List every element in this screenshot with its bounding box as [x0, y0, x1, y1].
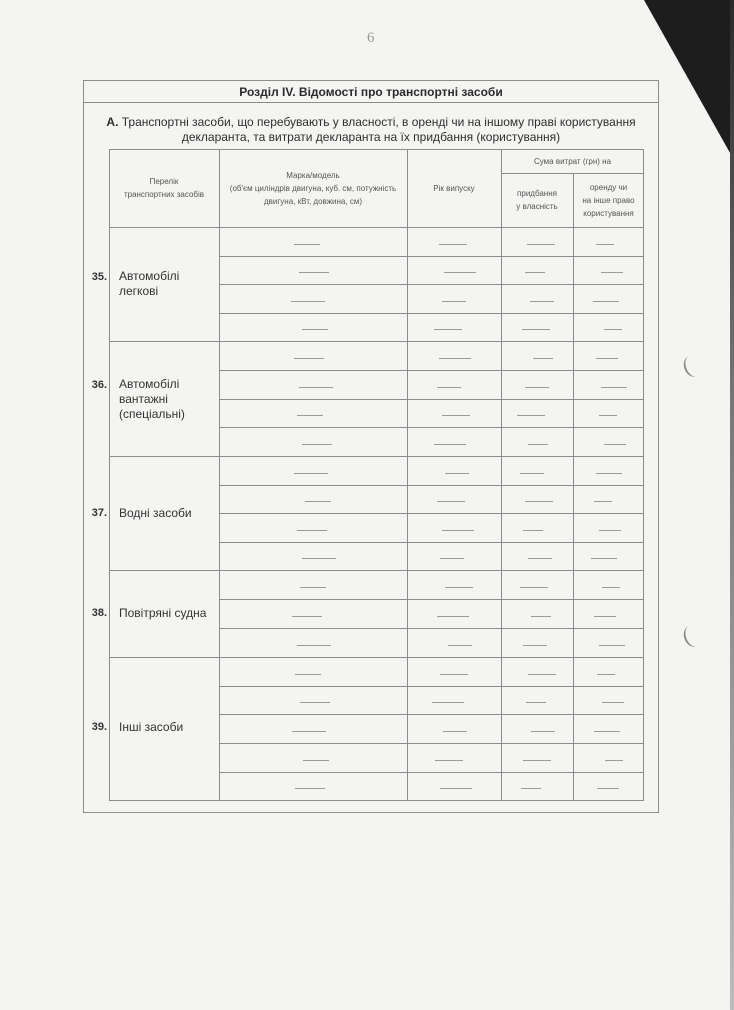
empty-cell-dash	[440, 674, 468, 675]
row-divider	[219, 686, 644, 687]
subtitle-prefix: А.	[106, 115, 119, 129]
header-list-line1: Перелік	[149, 177, 179, 186]
empty-cell-dash	[291, 301, 325, 302]
empty-cell-dash	[530, 301, 554, 302]
empty-cell-dash	[528, 674, 556, 675]
empty-cell-dash	[300, 702, 330, 703]
empty-cell-dash	[302, 444, 332, 445]
category-label-37: Водні засоби	[119, 506, 192, 520]
empty-cell-dash	[594, 501, 612, 502]
empty-cell-dash	[442, 530, 474, 531]
empty-cell-dash	[596, 244, 614, 245]
empty-cell-dash	[602, 702, 624, 703]
empty-cell-dash	[445, 587, 473, 588]
empty-cell-dash	[521, 788, 541, 789]
header-rent	[573, 173, 644, 227]
empty-cell-dash	[523, 645, 547, 646]
table-border-top	[109, 149, 644, 150]
empty-cell-dash	[527, 244, 555, 245]
empty-cell-dash	[597, 788, 619, 789]
empty-cell-dash	[292, 731, 326, 732]
empty-cell-dash	[294, 358, 324, 359]
subtitle-line1: Транспортні засоби, що перебувають у власності, в оренді чи на іншому праві користування	[121, 115, 636, 129]
header-list-line2: транспортних засобів	[123, 190, 205, 199]
empty-cell-dash	[297, 645, 331, 646]
row-divider	[219, 284, 644, 285]
empty-cell-dash	[294, 244, 320, 245]
header-bottom-border	[109, 227, 644, 228]
empty-cell-dash	[437, 501, 465, 502]
header-subdivider	[501, 173, 644, 174]
empty-cell-dash	[302, 329, 328, 330]
table-border-bottom	[109, 800, 644, 801]
vehicles-table	[91, 149, 644, 801]
empty-cell-dash	[302, 558, 336, 559]
header-rent-line1: оренду чи	[589, 182, 628, 192]
page-edge-shadow	[730, 0, 734, 1010]
row-divider	[219, 599, 644, 600]
header-year: Рік випуску	[433, 183, 475, 193]
empty-cell-dash	[434, 329, 462, 330]
category-divider	[109, 570, 644, 571]
empty-cell-dash	[525, 387, 549, 388]
empty-cell-dash	[594, 616, 616, 617]
empty-cell-dash	[295, 788, 325, 789]
header-brand-line1: Марка/модель	[286, 170, 340, 180]
empty-cell-dash	[533, 358, 553, 359]
empty-cell-dash	[517, 415, 545, 416]
empty-cell-dash	[448, 645, 472, 646]
section-subtitle	[84, 115, 658, 145]
empty-cell-dash	[604, 444, 626, 445]
empty-cell-dash	[599, 415, 617, 416]
category-divider	[109, 341, 644, 342]
category-label-36: Автомобілі вантажні (спеціальні)	[119, 377, 185, 421]
row-divider	[219, 542, 644, 543]
row-divider	[219, 743, 644, 744]
empty-cell-dash	[596, 473, 622, 474]
header-purchase-line2: у власність	[516, 202, 558, 211]
empty-cell-dash	[437, 387, 461, 388]
subtitle-line2: декларанта, та витрати декларанта на їх придбання (користування)	[181, 130, 561, 144]
empty-cell-dash	[434, 444, 466, 445]
empty-cell-dash	[299, 387, 333, 388]
category-divider	[109, 657, 644, 658]
empty-cell-dash	[435, 760, 463, 761]
empty-cell-dash	[605, 760, 623, 761]
row-divider	[219, 772, 644, 773]
header-purchase	[501, 173, 573, 227]
row-divider	[219, 370, 644, 371]
column-divider	[407, 149, 408, 801]
page-number: 6	[367, 30, 375, 46]
empty-cell-dash	[528, 444, 548, 445]
empty-cell-dash	[522, 329, 550, 330]
category-number-37: 37.	[91, 507, 107, 519]
category-label-38: Повітряні судна	[119, 606, 207, 620]
empty-cell-dash	[299, 272, 329, 273]
empty-cell-dash	[303, 760, 329, 761]
header-purchase-line1: придбання	[517, 189, 557, 198]
empty-cell-dash	[305, 501, 331, 502]
column-divider	[573, 173, 574, 801]
category-label-39: Інші засоби	[119, 720, 184, 734]
empty-cell-dash	[599, 530, 621, 531]
category-number-35: 35.	[91, 271, 107, 283]
punch-hole-mark	[681, 623, 705, 650]
row-divider	[219, 256, 644, 257]
empty-cell-dash	[520, 587, 548, 588]
row-divider	[219, 399, 644, 400]
empty-cell-dash	[440, 788, 472, 789]
empty-cell-dash	[300, 587, 326, 588]
empty-cell-dash	[597, 674, 615, 675]
empty-cell-dash	[602, 587, 620, 588]
empty-cell-dash	[604, 329, 622, 330]
empty-cell-dash	[295, 674, 321, 675]
empty-cell-dash	[440, 558, 464, 559]
empty-cell-dash	[523, 760, 551, 761]
header-expenses: Сума витрат (грн) на	[533, 156, 612, 166]
column-divider	[219, 149, 220, 801]
header-list	[109, 149, 219, 227]
punch-hole-mark	[681, 353, 705, 380]
empty-cell-dash	[594, 731, 620, 732]
empty-cell-dash	[531, 616, 551, 617]
column-divider	[501, 149, 502, 801]
empty-cell-dash	[523, 530, 543, 531]
row-divider	[219, 313, 644, 314]
empty-cell-dash	[297, 415, 323, 416]
empty-cell-dash	[439, 358, 471, 359]
empty-cell-dash	[439, 244, 467, 245]
empty-cell-dash	[442, 415, 470, 416]
table-border-right	[643, 149, 644, 801]
empty-cell-dash	[437, 616, 469, 617]
empty-cell-dash	[596, 358, 618, 359]
empty-cell-dash	[526, 702, 546, 703]
empty-cell-dash	[591, 558, 617, 559]
empty-cell-dash	[520, 473, 544, 474]
category-divider	[109, 456, 644, 457]
category-number-38: 38.	[91, 607, 107, 619]
empty-cell-dash	[531, 731, 555, 732]
category-number-36: 36.	[91, 379, 107, 391]
empty-cell-dash	[443, 731, 467, 732]
header-brand-line2: (об'єм циліндрів двигуна, куб. см, потужність	[229, 183, 397, 193]
empty-cell-dash	[528, 558, 552, 559]
table-border-left	[109, 149, 110, 801]
empty-cell-dash	[525, 501, 553, 502]
empty-cell-dash	[525, 272, 545, 273]
row-divider	[219, 714, 644, 715]
row-divider	[219, 427, 644, 428]
form-frame	[83, 80, 659, 813]
empty-cell-dash	[442, 301, 466, 302]
header-brand	[219, 149, 407, 227]
empty-cell-dash	[599, 645, 625, 646]
empty-cell-dash	[601, 387, 627, 388]
empty-cell-dash	[294, 473, 328, 474]
empty-cell-dash	[445, 473, 469, 474]
section-title: Розділ IV. Відомості про транспортні засоби	[84, 81, 658, 103]
empty-cell-dash	[593, 301, 619, 302]
empty-cell-dash	[444, 272, 476, 273]
category-number-39: 39.	[91, 721, 107, 733]
header-rent-line2: на інше право	[582, 195, 635, 205]
empty-cell-dash	[297, 530, 327, 531]
empty-cell-dash	[292, 616, 322, 617]
header-brand-line3: двигуна, кВт, довжина, см)	[264, 196, 362, 206]
row-divider	[219, 513, 644, 514]
category-label-35: Автомобілі легкові	[119, 269, 180, 298]
row-divider	[219, 628, 644, 629]
row-divider	[219, 485, 644, 486]
empty-cell-dash	[432, 702, 464, 703]
empty-cell-dash	[601, 272, 623, 273]
header-rent-line3: користування	[583, 208, 634, 218]
